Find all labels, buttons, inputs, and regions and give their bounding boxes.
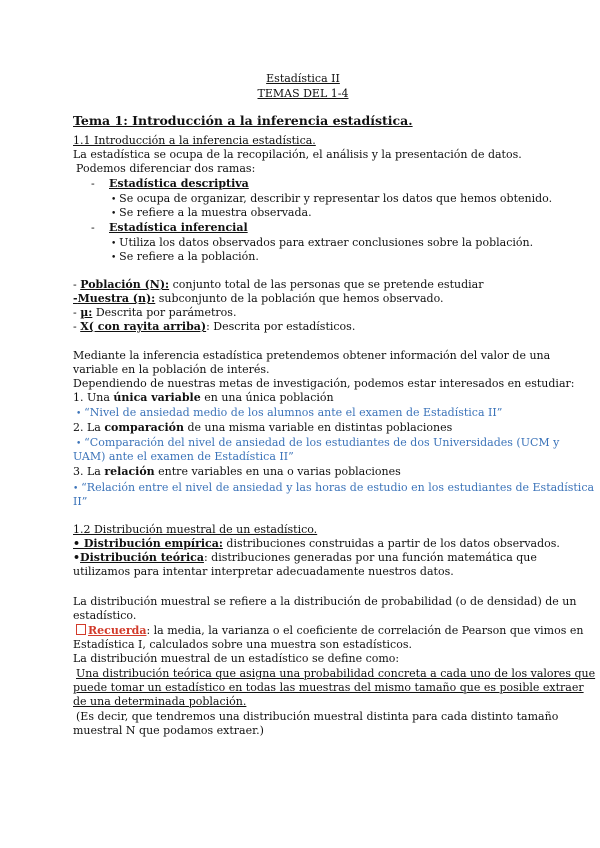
dot-bullet: • <box>76 409 85 419</box>
option-3 <box>73 465 401 479</box>
option-1 <box>73 391 334 405</box>
def-term: • Distribución empírica: <box>73 537 223 550</box>
dot-bullet: • <box>73 551 81 564</box>
def-text: distribuciones construidas a partir de los datos observados. <box>222 537 560 550</box>
paragraph-metas: Dependiendo de nuestras metas de investigación, podemos estar interesados en estudiar: <box>73 377 575 390</box>
section-1-1-title: 1.1 Introducción a la inferencia estadística. <box>73 134 316 147</box>
dash-marker: - <box>91 221 95 234</box>
def-text: conjunto total de las personas que se pretende estudiar <box>169 278 484 291</box>
dot-bullet: • <box>111 239 120 249</box>
option-text: de una misma variable en distintas poblaciones <box>184 421 453 434</box>
paragraph-inferencia-cont: variable en la población de interés. <box>73 363 270 376</box>
definition-poblacion <box>73 278 483 292</box>
option-2 <box>73 421 452 435</box>
def-text: : distribuciones generadas por una función matemática que <box>203 551 537 564</box>
dot-bullet: • <box>111 209 120 219</box>
def-prefix: - <box>73 306 81 319</box>
dot-bullet: • <box>111 253 120 263</box>
document-title: Estadística II <box>266 72 340 85</box>
example-3-cont: II” <box>73 495 88 508</box>
def-text: : Descrita por estadísticos. <box>206 320 356 333</box>
descriptiva-item-text: Se ocupa de organizar, describir y representar los datos que hemos obtenido. <box>119 192 553 205</box>
descriptiva-item <box>111 206 312 221</box>
option-prefix: 3. La <box>73 465 105 478</box>
tema1-heading: Tema 1: Introducción a la inferencia estadística. <box>73 113 413 128</box>
inferencial-item <box>111 236 533 251</box>
option-bold: única variable <box>113 391 201 404</box>
definition-teorica-cont: utilizamos para intentar interpretar adecuadamente nuestros datos. <box>73 565 454 578</box>
def-prefix: - <box>73 320 81 333</box>
paragraph-inferencia: Mediante la inferencia estadística pretendemos obtener información del valor de una <box>73 349 551 362</box>
inferencial-item-text: Utiliza los datos observados para extraer conclusiones sobre la población. <box>119 236 534 249</box>
def-prefix: - <box>73 292 78 305</box>
descriptiva-item-text: Se refiere a la muestra observada. <box>119 206 312 219</box>
def-term: µ: <box>80 306 93 319</box>
inferencial-label: Estadística inferencial <box>109 221 248 234</box>
option-text: entre variables en una o varias poblaciones <box>154 465 401 478</box>
example-2 <box>76 436 559 451</box>
option-prefix: 1. Una <box>73 391 114 404</box>
def-term: Muestra (n): <box>77 292 156 305</box>
example-1 <box>76 406 502 421</box>
def-term: Distribución teórica <box>80 551 204 564</box>
definition-teorica <box>73 551 537 565</box>
definition-muestral: Una distribución teórica que asigna una probabilidad concreta a cada uno de los valores que <box>76 667 596 680</box>
definition-muestra <box>73 292 444 306</box>
paragraph-distribucion-cont: estadístico. <box>73 609 137 622</box>
def-prefix: - <box>73 278 81 291</box>
note-paragraph: (Es decir, que tendremos una distribución muestral distinta para cada distinto tamaño <box>76 710 559 723</box>
example-text: “Relación entre el nivel de ansiedad y las horas de estudio en los estudiantes de Estadística <box>81 481 595 494</box>
intro-text: La estadística se ocupa de la recopilación, el análisis y la presentación de datos. <box>73 148 522 161</box>
bullet-descriptiva <box>91 177 249 191</box>
option-prefix: 2. La <box>73 421 105 434</box>
dot-bullet: • <box>73 484 82 494</box>
recuerda-label: Recuerda <box>88 624 147 637</box>
inferencial-item <box>111 250 259 265</box>
dash-marker: - <box>91 177 95 190</box>
example-3 <box>73 481 594 496</box>
descriptiva-item <box>111 192 552 207</box>
checkbox-icon <box>76 624 86 635</box>
example-text: “Nivel de ansiedad medio de los alumnos ante el examen de Estadística II” <box>84 406 503 419</box>
section-1-2-title: 1.2 Distribución muestral de un estadístico. <box>73 523 318 536</box>
recuerda-cont: Estadística I, calculados sobre una muestra son estadísticos. <box>73 638 412 651</box>
inferencial-item-text: Se refiere a la población. <box>119 250 259 263</box>
option-bold: relación <box>104 465 155 478</box>
recuerda-note <box>76 624 583 638</box>
definition-mu <box>73 306 236 320</box>
dot-bullet: • <box>111 195 120 205</box>
dot-bullet: • <box>76 439 85 449</box>
definition-muestral-end: de una determinada población. <box>73 695 247 708</box>
paragraph-distribucion: La distribución muestral se refiere a la distribución de probabilidad (o de densidad) de un <box>73 595 577 608</box>
definition-x-bar <box>73 320 355 334</box>
ramas-intro: Podemos diferenciar dos ramas: <box>76 162 256 175</box>
option-bold: comparación <box>104 421 184 434</box>
definition-empirica <box>73 537 560 551</box>
note-paragraph-cont: muestral N que podamos extraer.) <box>73 724 264 737</box>
def-text: Descrita por parámetros. <box>92 306 237 319</box>
document-subtitle: TEMAS DEL 1-4 <box>257 87 349 100</box>
def-term: Población (N): <box>80 278 170 291</box>
recuerda-text: : la media, la varianza o el coeficiente de correlación de Pearson que vimos en <box>146 624 584 637</box>
paragraph-define: La distribución muestral de un estadístico se define como: <box>73 652 400 665</box>
bullet-inferencial <box>91 221 248 235</box>
example-text: “Comparación del nivel de ansiedad de los estudiantes de dos Universidades (UCM y <box>84 436 560 449</box>
example-2-cont: UAM) ante el examen de Estadística II” <box>73 450 294 463</box>
option-text: en una única población <box>200 391 334 404</box>
descriptiva-label: Estadística descriptiva <box>109 177 249 190</box>
definition-muestral-cont: puede tomar un estadístico en todas las muestras del mismo tamaño que es posible extraer <box>73 681 584 694</box>
def-term: X( con rayita arriba) <box>80 320 207 333</box>
def-text: subconjunto de la población que hemos observado. <box>155 292 444 305</box>
